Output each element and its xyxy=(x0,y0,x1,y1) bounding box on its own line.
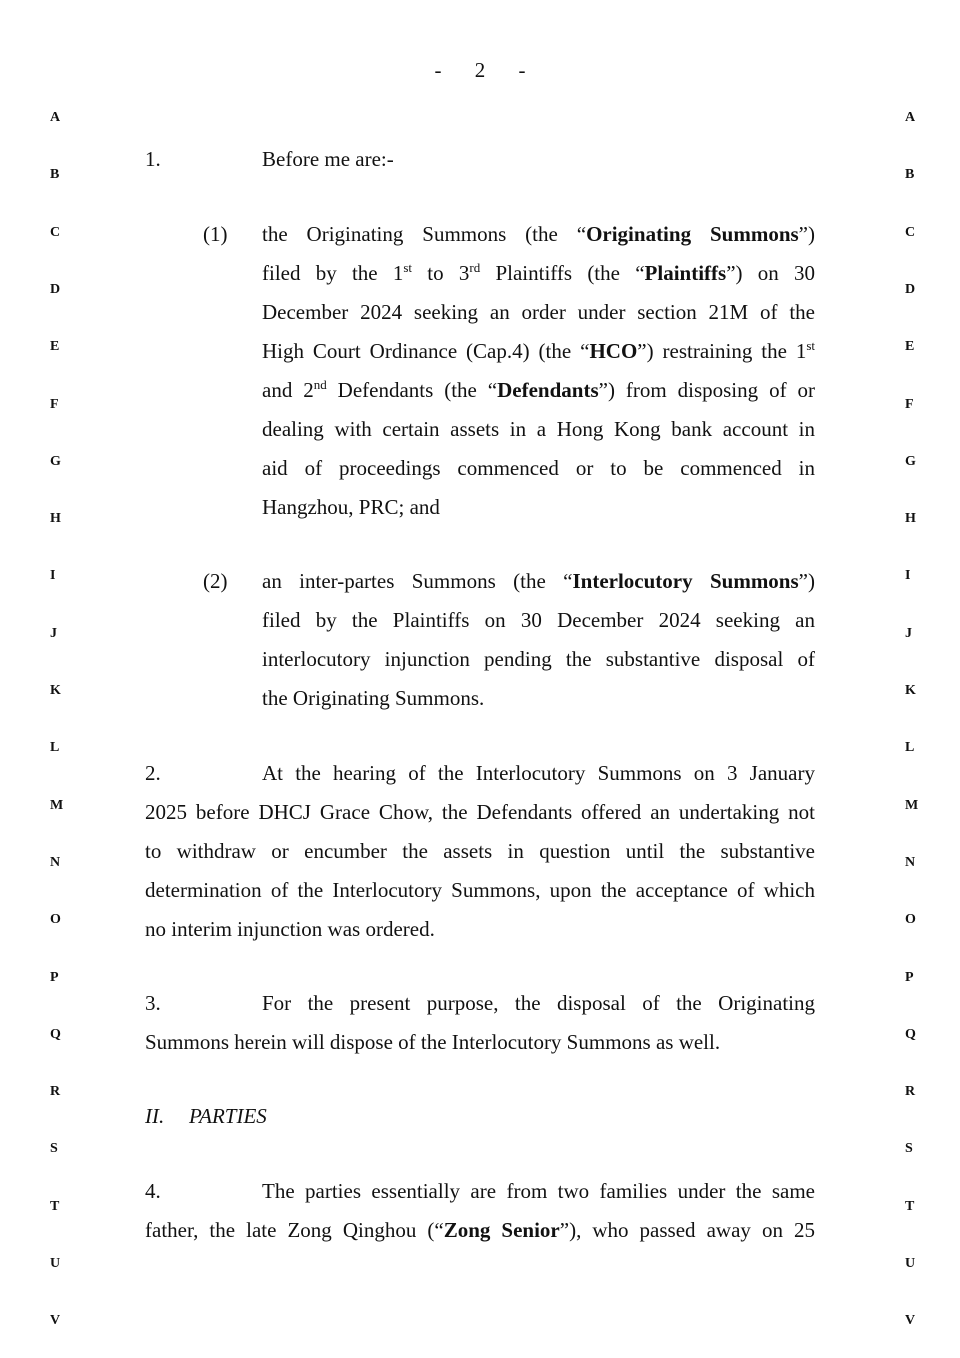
text-line: interlocutory injunction pending the substantive disposal of xyxy=(262,647,815,671)
right-margin-letter: K xyxy=(905,683,916,698)
text-line: Hangzhou, PRC; and xyxy=(262,495,440,519)
left-margin-letter: H xyxy=(50,511,61,526)
paragraph-text: Before me are:- xyxy=(262,147,394,171)
left-margin-letter: J xyxy=(50,626,57,641)
left-margin-letter: L xyxy=(50,740,60,755)
right-margin-letter: R xyxy=(905,1084,916,1099)
right-margin-letter: T xyxy=(905,1199,915,1214)
text-line: December 2024 seeking an order under section 21M of the xyxy=(262,300,815,324)
left-margin-letter: E xyxy=(50,339,60,354)
left-margin-letter: D xyxy=(50,282,61,297)
left-margin-letter: M xyxy=(50,798,64,813)
defined-term: Defendants xyxy=(497,378,599,402)
section-title: PARTIES xyxy=(189,1104,267,1128)
defined-term: Originating Summons xyxy=(586,222,799,246)
text-line: to withdraw or encumber the assets in question until the substantive xyxy=(145,839,815,863)
left-margin-letter: N xyxy=(50,855,61,870)
text-line: Summons herein will dispose of the Interlocutory Summons as well. xyxy=(145,1030,721,1054)
defined-term: HCO xyxy=(589,339,638,363)
section-number: II. xyxy=(145,1104,165,1128)
left-margin-letter: R xyxy=(50,1084,61,1099)
right-margin-letter: G xyxy=(905,454,916,469)
right-margin-letter: H xyxy=(905,511,916,526)
text-line: filed by the 1st to 3rd Plaintiffs (the “Plaintiffs”) on 30 xyxy=(262,260,815,285)
left-margin-letter: B xyxy=(50,167,60,182)
right-margin-letter: A xyxy=(905,110,916,125)
page-number: - 2 - xyxy=(434,58,540,82)
paragraph-number: 4. xyxy=(145,1179,161,1203)
left-margin-letter: P xyxy=(50,970,59,985)
right-margin-letter: I xyxy=(905,568,911,583)
text-line: For the present purpose, the disposal of the Originating xyxy=(262,991,815,1015)
left-margin-letter: S xyxy=(50,1141,58,1156)
defined-term: Zong Senior xyxy=(443,1218,560,1242)
text-line: no interim injunction was ordered. xyxy=(145,917,435,941)
right-margin-letter: L xyxy=(905,740,915,755)
left-margin-letter: C xyxy=(50,225,61,240)
right-margin-letter: O xyxy=(905,912,916,927)
defined-term: Plaintiffs xyxy=(644,261,727,285)
text-line: father, the late Zong Qinghou (“Zong Senior”), who passed away on 25 xyxy=(145,1218,815,1242)
text-line: The parties essentially are from two families under the same xyxy=(262,1179,815,1203)
text-line: aid of proceedings commenced or to be commenced in xyxy=(262,456,815,480)
right-margin-letter: D xyxy=(905,282,916,297)
text-line: determination of the Interlocutory Summons, upon the acceptance of which xyxy=(145,878,815,902)
text-line: filed by the Plaintiffs on 30 December 2024 seeking an xyxy=(262,608,815,632)
text-line: and 2nd Defendants (the “Defendants”) from disposing of or xyxy=(262,377,815,402)
right-margin-letter: F xyxy=(905,397,914,412)
paragraph-number: 2. xyxy=(145,761,161,785)
left-margin-letter: T xyxy=(50,1199,60,1214)
right-margin-letter: Q xyxy=(905,1027,916,1042)
right-margin-letter: B xyxy=(905,167,915,182)
right-margin-letter: V xyxy=(905,1313,916,1328)
right-margin-letter: C xyxy=(905,225,916,240)
left-margin-letter: F xyxy=(50,397,59,412)
list-marker: (1) xyxy=(203,222,228,246)
left-margin-letter: A xyxy=(50,110,61,125)
text-line: 2025 before DHCJ Grace Chow, the Defendants offered an undertaking not xyxy=(145,800,815,824)
paragraph-number: 3. xyxy=(145,991,161,1015)
text-line: an inter-partes Summons (the “Interlocutory Summons”) xyxy=(262,569,815,593)
text-line: High Court Ordinance (Cap.4) (the “HCO”) restraining the 1st xyxy=(262,338,815,363)
list-marker: (2) xyxy=(203,569,228,593)
right-margin-letter: J xyxy=(905,626,912,641)
right-margin-letter: M xyxy=(905,798,919,813)
left-margin-letter: V xyxy=(50,1313,61,1328)
defined-term: Interlocutory Summons xyxy=(572,569,799,593)
text-line: dealing with certain assets in a Hong Kong bank account in xyxy=(262,417,815,441)
right-margin-letter: S xyxy=(905,1141,913,1156)
right-margin-letter: N xyxy=(905,855,916,870)
text-line: the Originating Summons. xyxy=(262,686,485,710)
right-margin-letter: U xyxy=(905,1256,916,1271)
left-margin-letter: G xyxy=(50,454,61,469)
paragraph-number: 1. xyxy=(145,147,161,171)
text-line: At the hearing of the Interlocutory Summons on 3 January xyxy=(262,761,815,785)
left-margin-letter: K xyxy=(50,683,61,698)
left-margin-letter: Q xyxy=(50,1027,61,1042)
left-margin-letter: O xyxy=(50,912,61,927)
right-margin-letter: E xyxy=(905,339,915,354)
left-margin-letter: I xyxy=(50,568,56,583)
right-margin-letter: P xyxy=(905,970,914,985)
left-margin-letter: U xyxy=(50,1256,61,1271)
text-line: the Originating Summons (the “Originating Summons”) xyxy=(262,222,815,246)
